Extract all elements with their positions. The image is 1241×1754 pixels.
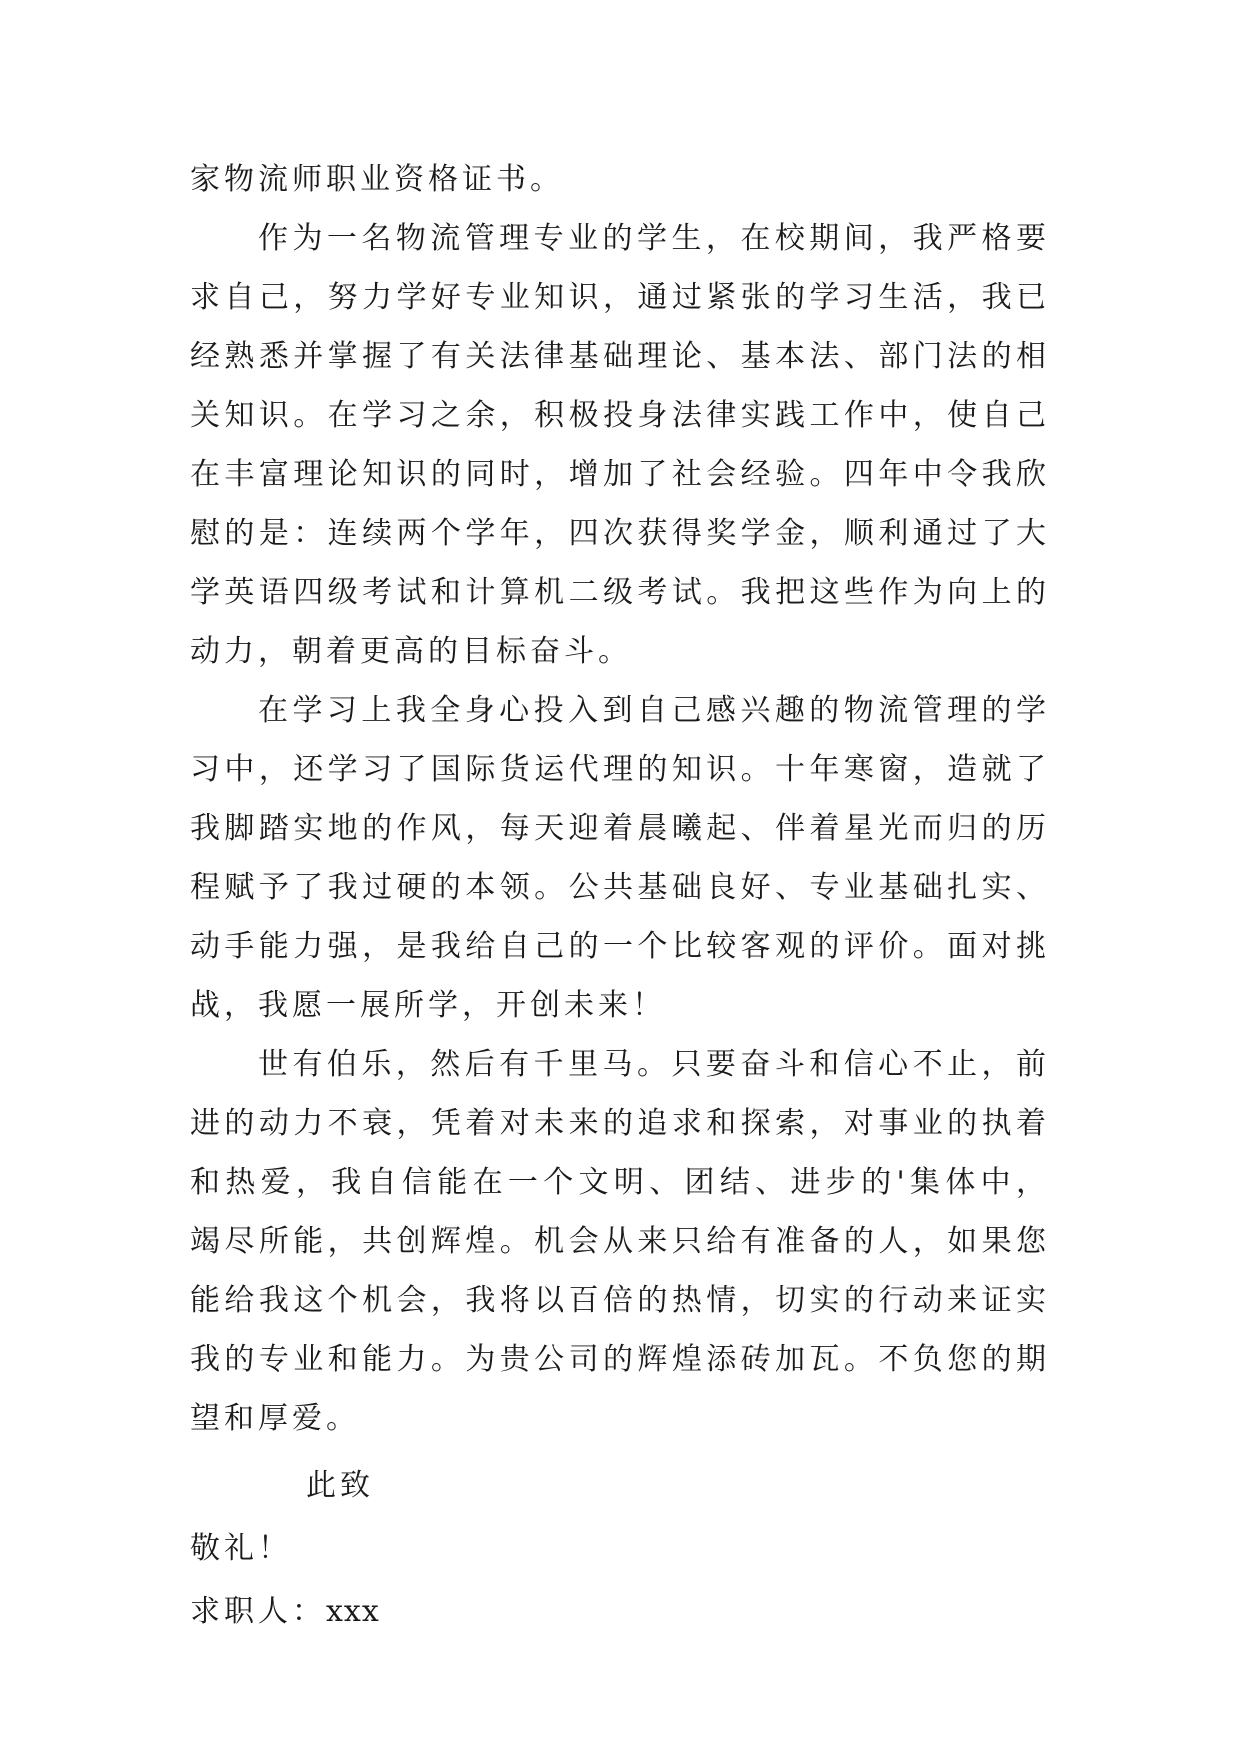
closing-regards: 敬礼！	[190, 1531, 292, 1566]
paragraph-study-experience: 作为一名物流管理专业的学生，在校期间，我严格要求自己，努力学好专业知识，通过紧张的学习生活，我已经熟悉并掌握了有关法律基础理论、基本法、部门法的相关知识。在学习之余，积极投身法律实践工作中，使自己在丰富理论知识的同时，增加了社会经验。四年中令我欣慰的是：连续两个学年，四次获得奖学金，顺利通过了大学英语四级考试和计算机二级考试。我把这些作为向上的动力，朝着更高的目标奋斗。	[190, 221, 1050, 669]
paragraph-learning-skills: 在学习上我全身心投入到自己感兴趣的物流管理的学习中，还学习了国际货运代理的知识。十年寒窗，造就了我脚踏实地的作风，每天迎着晨曦起、伴着星光而归的历程赋予了我过硬的本领。公共基础良好、专业基础扎实、动手能力强，是我给自己的一个比较客观的评价。面对挑战，我愿一展所学，开创未来！	[190, 693, 1050, 1023]
closing-salutation: 此致	[306, 1468, 374, 1503]
letter-body	[190, 150, 1050, 1641]
paragraph-aspiration: 世有伯乐，然后有千里马。只要奋斗和信心不止，前进的动力不衰，凭着对未来的追求和探索，对事业的执着和热爱，我自信能在一个文明、团结、进步的'集体中，竭尽所能，共创辉煌。机会从来只给有准备的人，如果您能给我这个机会，我将以百倍的热情，切实的行动来证实我的专业和能力。为贵公司的辉煌添砖加瓦。不负您的期望和厚爱。	[190, 1047, 1050, 1436]
signature-name: xxx	[326, 1594, 380, 1629]
signature-label: 求职人：	[190, 1594, 326, 1629]
paragraph-continuation: 家物流师职业资格证书。	[190, 162, 564, 197]
signature-line	[190, 1582, 1050, 1641]
